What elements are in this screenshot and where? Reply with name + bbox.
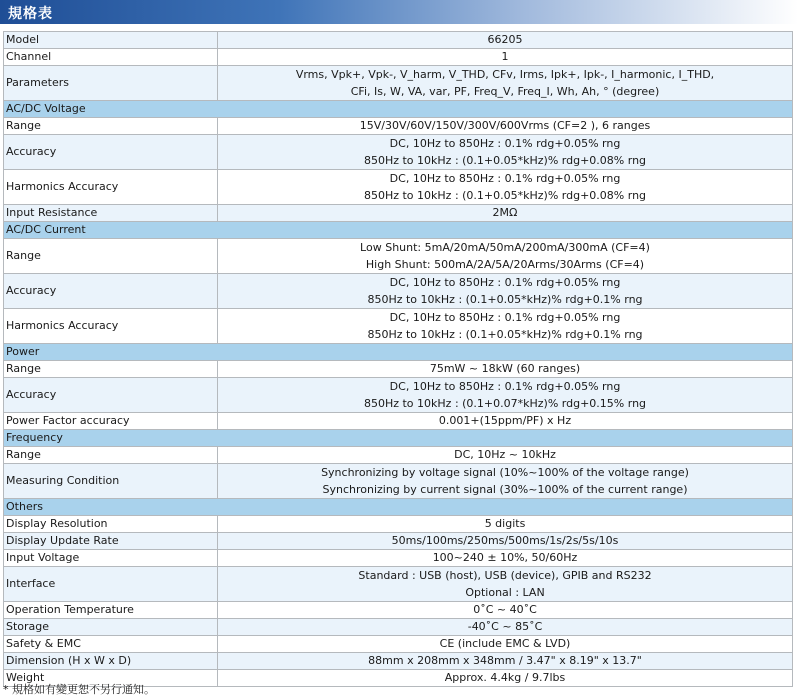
spec-value-line: 0.001+(15ppm/PF) x Hz bbox=[438, 414, 572, 427]
spec-label: Channel bbox=[4, 49, 218, 66]
spec-value-line: Optional : LAN bbox=[465, 586, 545, 599]
spec-value-line: High Shunt: 500mA/2A/5A/20Arms/30Arms (CF=4) bbox=[365, 258, 645, 271]
spec-value-line: 5 digits bbox=[484, 517, 526, 530]
table-row bbox=[4, 135, 793, 170]
table-row bbox=[4, 413, 793, 430]
table-row bbox=[4, 516, 793, 533]
table-row bbox=[4, 378, 793, 413]
spec-value bbox=[218, 447, 793, 464]
spec-value bbox=[218, 619, 793, 636]
spec-value bbox=[218, 239, 793, 274]
table-row bbox=[4, 170, 793, 205]
spec-value bbox=[218, 653, 793, 670]
spec-label: Range bbox=[4, 361, 218, 378]
spec-label: Storage bbox=[4, 619, 218, 636]
spec-label: Model bbox=[4, 32, 218, 49]
table-row bbox=[4, 567, 793, 602]
spec-value-line: DC, 10Hz to 850Hz : 0.1% rdg+0.05% rng bbox=[389, 276, 621, 289]
spec-label: Harmonics Accuracy bbox=[4, 170, 218, 205]
spec-value bbox=[218, 135, 793, 170]
table-row bbox=[4, 447, 793, 464]
table-row bbox=[4, 205, 793, 222]
spec-value-line: 66205 bbox=[487, 33, 523, 46]
spec-value-line: DC, 10Hz to 850Hz : 0.1% rdg+0.05% rng bbox=[389, 311, 621, 324]
spec-label: Range bbox=[4, 239, 218, 274]
page-title: 規格表 bbox=[8, 6, 53, 22]
section-title: Others bbox=[4, 499, 793, 516]
spec-label: Power Factor accuracy bbox=[4, 413, 218, 430]
spec-value-line: 850Hz to 10kHz : (0.1+0.05*kHz)% rdg+0.08% rng bbox=[363, 154, 647, 167]
section-header bbox=[4, 430, 793, 447]
spec-value-line: Approx. 4.4kg / 9.7lbs bbox=[444, 671, 566, 684]
spec-value-line: 850Hz to 10kHz : (0.1+0.07*kHz)% rdg+0.15% rng bbox=[363, 397, 647, 410]
spec-value bbox=[218, 32, 793, 49]
table-row bbox=[4, 636, 793, 653]
footnote: * 規格如有變更恕不另行通知。 bbox=[3, 683, 155, 696]
spec-value-line: 50ms/100ms/250ms/500ms/1s/2s/5s/10s bbox=[391, 534, 619, 547]
section-header bbox=[4, 101, 793, 118]
spec-label: Display Update Rate bbox=[4, 533, 218, 550]
table-row bbox=[4, 118, 793, 135]
spec-value-line: 850Hz to 10kHz : (0.1+0.05*kHz)% rdg+0.1% rng bbox=[367, 328, 643, 341]
spec-value bbox=[218, 205, 793, 222]
table-row bbox=[4, 361, 793, 378]
spec-value bbox=[218, 464, 793, 499]
section-title: AC/DC Voltage bbox=[4, 101, 793, 118]
spec-value bbox=[218, 533, 793, 550]
spec-value bbox=[218, 274, 793, 309]
spec-value-line: Vrms, Vpk+, Vpk-, V_harm, V_THD, CFv, Irms, Ipk+, Ipk-, I_harmonic, I_THD, bbox=[295, 68, 715, 81]
table-row bbox=[4, 66, 793, 101]
spec-label: Dimension (H x W x D) bbox=[4, 653, 218, 670]
spec-value bbox=[218, 49, 793, 66]
spec-value-line: 850Hz to 10kHz : (0.1+0.05*kHz)% rdg+0.08% rng bbox=[363, 189, 647, 202]
section-title: AC/DC Current bbox=[4, 222, 793, 239]
spec-value bbox=[218, 66, 793, 101]
spec-label: Range bbox=[4, 118, 218, 135]
section-title: Frequency bbox=[4, 430, 793, 447]
spec-value bbox=[218, 378, 793, 413]
spec-value bbox=[218, 670, 793, 687]
spec-label: Operation Temperature bbox=[4, 602, 218, 619]
section-header bbox=[4, 344, 793, 361]
spec-value-line: 2MΩ bbox=[492, 206, 518, 219]
spec-value-line: DC, 10Hz to 850Hz : 0.1% rdg+0.05% rng bbox=[389, 380, 621, 393]
spec-value-line: 15V/30V/60V/150V/300V/600Vrms (CF=2 ), 6 ranges bbox=[359, 119, 651, 132]
spec-value bbox=[218, 516, 793, 533]
spec-value-line: 88mm x 208mm x 348mm / 3.47" x 8.19" x 13.7" bbox=[368, 654, 642, 667]
table-row bbox=[4, 464, 793, 499]
spec-label: Harmonics Accuracy bbox=[4, 309, 218, 344]
table-row bbox=[4, 239, 793, 274]
spec-value-line: DC, 10Hz to 850Hz : 0.1% rdg+0.05% rng bbox=[389, 137, 621, 150]
spec-label: Accuracy bbox=[4, 274, 218, 309]
spec-value-line: DC, 10Hz to 850Hz : 0.1% rdg+0.05% rng bbox=[389, 172, 621, 185]
spec-value-line: 0˚C ~ 40˚C bbox=[473, 603, 537, 616]
spec-label: Interface bbox=[4, 567, 218, 602]
spec-value bbox=[218, 602, 793, 619]
spec-label: Range bbox=[4, 447, 218, 464]
spec-label: Safety & EMC bbox=[4, 636, 218, 653]
spec-value-line: -40˚C ~ 85˚C bbox=[467, 620, 543, 633]
spec-value-line: CFi, Is, W, VA, var, PF, Freq_V, Freq_I, Wh, Ah, ° (degree) bbox=[350, 85, 660, 98]
spec-value-line: 1 bbox=[501, 50, 509, 63]
spec-label: Input Resistance bbox=[4, 205, 218, 222]
spec-value-line: CE (include EMC & LVD) bbox=[439, 637, 571, 650]
spec-label: Accuracy bbox=[4, 135, 218, 170]
table-row bbox=[4, 49, 793, 66]
spec-value-line: 850Hz to 10kHz : (0.1+0.05*kHz)% rdg+0.1% rng bbox=[367, 293, 643, 306]
section-title: Power bbox=[4, 344, 793, 361]
spec-label: Parameters bbox=[4, 66, 218, 101]
spec-value-line: 75mW ~ 18kW (60 ranges) bbox=[429, 362, 581, 375]
spec-value-line: Synchronizing by current signal (30%~100% of the current range) bbox=[322, 483, 688, 496]
spec-value bbox=[218, 309, 793, 344]
spec-value-line: Synchronizing by voltage signal (10%~100% of the voltage range) bbox=[321, 466, 689, 479]
spec-value bbox=[218, 118, 793, 135]
spec-value bbox=[218, 170, 793, 205]
table-row bbox=[4, 274, 793, 309]
spec-label: Weight bbox=[4, 670, 218, 687]
table-row bbox=[4, 619, 793, 636]
table-row bbox=[4, 533, 793, 550]
spec-label: Input Voltage bbox=[4, 550, 218, 567]
spec-value-line: 100~240 ± 10%, 50/60Hz bbox=[432, 551, 578, 564]
spec-label: Display Resolution bbox=[4, 516, 218, 533]
spec-label: Accuracy bbox=[4, 378, 218, 413]
spec-banner bbox=[0, 0, 798, 24]
section-header bbox=[4, 499, 793, 516]
spec-value bbox=[218, 567, 793, 602]
table-row bbox=[4, 602, 793, 619]
spec-value bbox=[218, 361, 793, 378]
table-row bbox=[4, 309, 793, 344]
spec-value-line: Standard : USB (host), USB (device), GPIB and RS232 bbox=[358, 569, 652, 582]
spec-value bbox=[218, 413, 793, 430]
section-header bbox=[4, 222, 793, 239]
spec-value bbox=[218, 636, 793, 653]
spec-value bbox=[218, 550, 793, 567]
table-row bbox=[4, 653, 793, 670]
table-row bbox=[4, 32, 793, 49]
spec-table bbox=[3, 31, 793, 687]
spec-value-line: Low Shunt: 5mA/20mA/50mA/200mA/300mA (CF=4) bbox=[360, 241, 650, 254]
table-row bbox=[4, 550, 793, 567]
spec-value-line: DC, 10Hz ~ 10kHz bbox=[454, 448, 556, 461]
spec-label: Measuring Condition bbox=[4, 464, 218, 499]
